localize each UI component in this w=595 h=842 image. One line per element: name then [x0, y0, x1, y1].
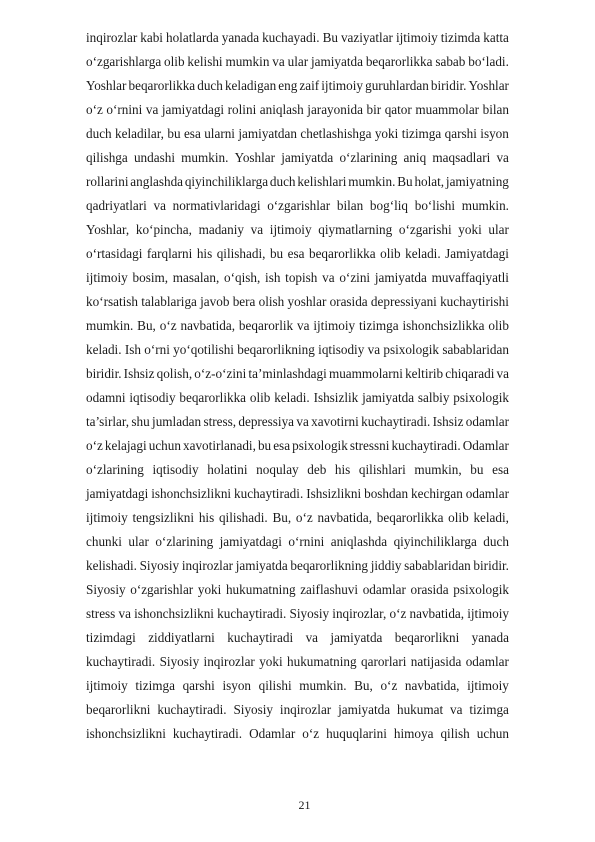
- text-line: o‘rtasidagi farqlarni his qilishadi, bu esa beqarorlikka olib keladi. Jamiyatdagi: [86, 246, 509, 261]
- text-line: o‘zlarining iqtisodiy holatini noqulay deb his qilishlari mumkin, bu esa: [86, 462, 509, 477]
- text-line: ta’sirlar, shu jumladan stress, depressiya va xavotirni kuchaytiradi. Ishsiz odamlar: [86, 414, 509, 429]
- text-line: ijtimoiy tengsizlikni his qilishadi. Bu, o‘z navbatida, beqarorlikka olib keladi,: [86, 510, 509, 525]
- text-line: ishonchsizlikni kuchaytiradi. Odamlar o‘z huquqlarini himoya qilish uchun: [86, 726, 509, 741]
- text-line: ijtimoiy tizimga qarshi isyon qilishi mumkin. Bu, o‘z navbatida, ijtimoiy: [86, 678, 509, 693]
- text-line: odamni iqtisodiy beqarorlikka olib keladi. Ishsizlik jamiyatda salbiy psixologik: [86, 390, 509, 405]
- text-line: rollarini anglashda qiyinchiliklarga duch kelishlari mumkin. Bu holat, jamiyatning: [86, 174, 509, 189]
- text-line: kelishadi. Siyosiy inqirozlar jamiyatda beqarorlikning jiddiy sabablaridan biridir.: [86, 558, 509, 573]
- text-line: o‘z o‘rnini va jamiyatdagi rolini aniqlash jarayonida bir qator muammolar bilan: [86, 102, 509, 117]
- text-line: Siyosiy o‘zgarishlar yoki hukumatning zaiflashuvi odamlar orasida psixologik: [86, 582, 509, 597]
- text-line: o‘z kelajagi uchun xavotirlanadi, bu esa psixologik stressni kuchaytiradi. Odamlar: [86, 438, 509, 453]
- text-line: beqarorlikni kuchaytiradi. Siyosiy inqirozlar jamiyatda hukumat va tizimga: [86, 702, 509, 717]
- text-line: qadriyatlari va normativlaridagi o‘zgarishlar bilan bog‘liq bo‘lishi mumkin.: [86, 198, 509, 213]
- text-line: o‘zgarishlarga olib kelishi mumkin va ular jamiyatda beqarorlikka sabab bo‘ladi.: [86, 54, 509, 69]
- text-line: ko‘rsatish talablariga javob bera olish yoshlar orasida depressiyani kuchaytirishi: [86, 294, 509, 309]
- text-line: mumkin. Bu, o‘z navbatida, beqarorlik va ijtimoiy tizimga ishonchsizlikka olib: [86, 318, 509, 333]
- page-number: 21: [298, 798, 311, 812]
- text-line: chunki ular o‘zlarining jamiyatdagi o‘rnini aniqlashda qiyinchiliklarga duch: [86, 534, 509, 549]
- text-line: qilishga undashi mumkin. Yoshlar jamiyatda o‘zlarining aniq maqsadlari va: [86, 150, 509, 165]
- text-line: Yoshlar, ko‘pincha, madaniy va ijtimoiy qiymatlarning o‘zgarishi yoki ular: [86, 222, 509, 237]
- text-line: duch keladilar, bu esa ularni jamiyatdan chetlashishga yoki tizimga qarshi isyon: [86, 126, 509, 141]
- text-line: biridir. Ishsiz qolish, o‘z-o‘zini ta’minlashdagi muammolarni keltirib chiqaradi va: [86, 366, 509, 381]
- text-line: kuchaytiradi. Siyosiy inqirozlar yoki hukumatning qarorlari natijasida odamlar: [86, 654, 509, 669]
- text-line: tizimdagi ziddiyatlarni kuchaytiradi va jamiyatda beqarorlikni yanada: [86, 630, 509, 645]
- text-line: stress va ishonchsizlikni kuchaytiradi. Siyosiy inqirozlar, o‘z navbatida, ijtimoiy: [86, 606, 509, 621]
- text-line: jamiyatdagi ishonchsizlikni kuchaytiradi. Ishsizlikni boshdan kechirgan odamlar: [86, 486, 509, 501]
- body-text: [86, 26, 509, 746]
- text-line: inqirozlar kabi holatlarda yanada kuchayadi. Bu vaziyatlar ijtimoiy tizimda katta: [86, 30, 509, 45]
- text-line: ijtimoiy bosim, masalan, o‘qish, ish topish va o‘zini jamiyatda muvaffaqiyatli: [86, 270, 509, 285]
- text-line: keladi. Ish o‘rni yo‘qotilishi beqarorlikning iqtisodiy va psixologik sabablaridan: [86, 342, 509, 357]
- text-line: Yoshlar beqarorlikka duch keladigan eng zaif ijtimoiy guruhlardan biridir. Yoshlar: [86, 78, 509, 93]
